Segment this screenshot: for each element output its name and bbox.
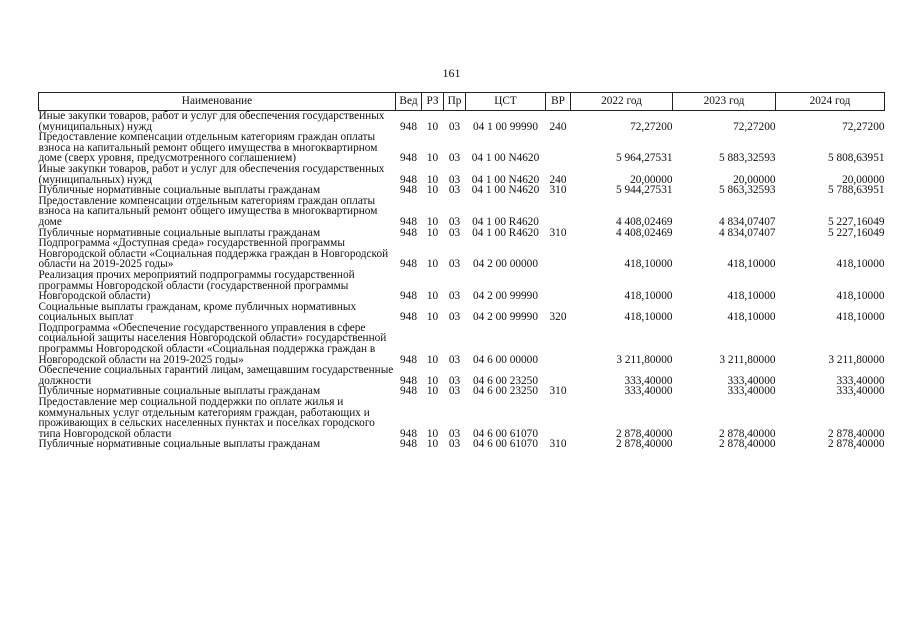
row-amount-2024: 2 878,40000 (828, 438, 885, 451)
row-vr: 240 (549, 120, 567, 133)
row-amount-2022: 4 408,02469 (616, 226, 673, 239)
row-ved: 948 (400, 311, 417, 324)
row-amount-2024: 333,40000 (836, 385, 885, 398)
row-amount-2023: 72,27200 (733, 120, 776, 133)
row-ved: 948 (400, 374, 417, 387)
row-cst: 04 1 00 R4620 (472, 226, 539, 239)
row-amount-2023: 20,00000 (733, 173, 776, 186)
row-name: Предоставление компенсации отдельным категориям граждан оплаты взноса на капитальный ремонт общего имущества в многоквартирном доме (сверх уровня, предусмотренного соглашением) (38, 131, 378, 165)
column-header-2023: 2023 год (673, 93, 776, 111)
row-rz: 10 (426, 152, 439, 165)
row-pr: 03 (448, 226, 461, 239)
row-amount-2022: 333,40000 (624, 374, 673, 387)
row-ved: 948 (400, 438, 417, 451)
row-name: Социальные выплаты гражданам, кроме публичных нормативных социальных выплат (38, 300, 357, 324)
row-pr: 03 (448, 427, 461, 440)
table-row (39, 238, 885, 270)
row-vr: 310 (549, 226, 567, 239)
page-number: 161 (442, 66, 461, 80)
row-vr: 310 (549, 184, 567, 197)
table-row (39, 132, 885, 164)
row-ved: 948 (400, 290, 417, 303)
row-amount-2023: 333,40000 (727, 374, 776, 387)
row-pr: 03 (448, 173, 461, 186)
row-amount-2024: 20,00000 (842, 173, 885, 186)
row-vr (546, 365, 571, 386)
table-row (39, 164, 885, 185)
row-cst: 04 1 00 R4620 (472, 215, 539, 228)
row-cst: 04 6 00 23250 (473, 385, 538, 398)
column-header-2024: 2024 год (776, 93, 885, 111)
row-amount-2024: 333,40000 (836, 374, 885, 387)
row-cst: 04 2 00 99990 (473, 311, 538, 324)
column-header-pr: Пр (444, 93, 466, 111)
table-row (39, 439, 885, 450)
row-name: Обеспечение социальных гарантий лицам, замещавшим государственные должности (38, 364, 394, 387)
row-rz: 10 (426, 184, 439, 197)
row-cst: 04 1 00 N4620 (471, 184, 540, 197)
row-vr (546, 270, 571, 302)
row-vr (546, 397, 571, 439)
row-cst: 04 2 00 00000 (473, 258, 538, 271)
row-amount-2023: 418,10000 (727, 290, 776, 303)
row-amount-2024: 5 227,16049 (828, 226, 885, 239)
row-name: Публичные нормативные социальные выплаты гражданам (38, 226, 321, 239)
row-name: Иные закупки товаров, работ и услуг для обеспечения государственных (муниципальных) нужд (38, 162, 385, 186)
row-rz: 10 (426, 374, 439, 387)
row-ved: 948 (400, 385, 417, 398)
row-pr: 03 (448, 438, 461, 451)
row-ved: 948 (400, 353, 417, 366)
row-amount-2024: 72,27200 (842, 120, 885, 133)
row-amount-2022: 3 211,80000 (616, 353, 673, 366)
row-ved: 948 (400, 215, 417, 228)
row-cst: 04 6 00 23250 (473, 374, 538, 387)
row-amount-2022: 72,27200 (630, 120, 673, 133)
table-row (39, 196, 885, 228)
row-cst: 04 1 00 N4620 (471, 173, 540, 186)
row-ved: 948 (400, 184, 417, 197)
row-amount-2024: 5 788,63951 (828, 184, 885, 197)
row-amount-2024: 5 808,63951 (828, 152, 885, 165)
row-amount-2024: 5 227,16049 (828, 215, 885, 228)
row-name: Иные закупки товаров, работ и услуг для обеспечения государственных (муниципальных) нужд (38, 110, 385, 133)
row-name: Публичные нормативные социальные выплаты гражданам (38, 184, 321, 197)
row-amount-2022: 418,10000 (624, 258, 673, 271)
row-amount-2024: 418,10000 (836, 311, 885, 324)
row-amount-2023: 3 211,80000 (719, 353, 776, 366)
row-rz: 10 (426, 173, 439, 186)
row-cst: 04 6 00 61070 (473, 427, 538, 440)
table-row (39, 270, 885, 302)
row-ved: 948 (400, 152, 417, 165)
row-name: Публичные нормативные социальные выплаты гражданам (38, 438, 321, 451)
row-name: Публичные нормативные социальные выплаты гражданам (38, 385, 321, 398)
row-pr: 03 (448, 152, 461, 165)
row-cst: 04 2 00 99990 (473, 290, 538, 303)
row-ved: 948 (400, 173, 417, 186)
column-header-2022: 2022 год (571, 93, 673, 111)
budget-table (38, 92, 885, 450)
row-name: Предоставление мер социальной поддержки по оплате жилья и коммунальных услуг отдельным категориям граждан, работающих и проживающих в сельских населенных пунктах и поселках городского типа Новгородской области (38, 396, 375, 440)
row-pr: 03 (448, 290, 461, 303)
row-ved: 948 (400, 120, 417, 133)
row-vr: 240 (549, 173, 567, 186)
row-pr: 03 (448, 385, 461, 398)
row-vr (546, 238, 571, 270)
table-row (39, 111, 885, 133)
row-pr: 03 (448, 215, 461, 228)
column-header-vr: ВР (546, 93, 571, 111)
row-cst: 04 1 00 N4620 (471, 152, 540, 165)
row-amount-2024: 418,10000 (836, 258, 885, 271)
row-name: Подпрограмма «Обеспечение государственного управления в сфере социальной защиты населения Новгородской области» государственной программы Новгородской области «Социальная поддержка граждан в Новгородской области на 2019-2025 годы» (38, 321, 387, 366)
row-pr: 03 (448, 353, 461, 366)
row-rz: 10 (426, 438, 439, 451)
row-amount-2023: 5 883,32593 (719, 152, 776, 165)
table-row (39, 365, 885, 386)
row-rz: 10 (426, 311, 439, 324)
table-row (39, 302, 885, 323)
table-row (39, 323, 885, 365)
row-pr: 03 (448, 184, 461, 197)
row-vr: 310 (549, 438, 567, 451)
row-amount-2022: 333,40000 (624, 385, 673, 398)
row-name: Предоставление компенсации отдельным категориям граждан оплаты взноса на капитальный ремонт общего имущества в многоквартирном доме (38, 194, 378, 228)
row-amount-2022: 5 964,27531 (616, 152, 673, 165)
row-rz: 10 (426, 290, 439, 303)
row-amount-2023: 4 834,07407 (719, 215, 776, 228)
row-rz: 10 (426, 385, 439, 398)
row-amount-2022: 5 944,27531 (616, 184, 673, 197)
row-amount-2023: 333,40000 (727, 385, 776, 398)
row-vr (546, 132, 571, 164)
row-vr: 310 (549, 385, 567, 398)
row-cst: 04 6 00 61070 (473, 438, 538, 451)
column-header-cst: ЦСТ (466, 93, 546, 111)
row-amount-2022: 4 408,02469 (616, 215, 673, 228)
column-header-rz: РЗ (422, 93, 444, 111)
row-rz: 10 (426, 427, 439, 440)
table-header-row (39, 93, 885, 111)
row-pr: 03 (448, 120, 461, 133)
row-amount-2024: 3 211,80000 (828, 353, 885, 366)
row-vr: 320 (549, 311, 567, 324)
column-header-ved: Вед (396, 93, 422, 111)
row-vr (546, 323, 571, 365)
row-amount-2022: 418,10000 (624, 311, 673, 324)
row-pr: 03 (448, 311, 461, 324)
row-name: Подпрограмма «Доступная среда» государственной программы Новгородской области «Социальная поддержка граждан в Новгородской области на 2019-2025 годы» (38, 237, 389, 271)
row-ved: 948 (400, 427, 417, 440)
row-name: Реализация прочих мероприятий подпрограммы государственной программы Новгородской области (государственной программы Новгородской области) (38, 268, 355, 303)
row-pr: 03 (448, 258, 461, 271)
row-amount-2024: 418,10000 (836, 290, 885, 303)
row-ved: 948 (400, 226, 417, 239)
row-amount-2022: 418,10000 (624, 290, 673, 303)
row-ved: 948 (400, 258, 417, 271)
row-rz: 10 (426, 215, 439, 228)
row-cst: 04 6 00 00000 (473, 353, 538, 366)
row-amount-2023: 5 863,32593 (719, 184, 776, 197)
row-amount-2024: 2 878,40000 (828, 427, 885, 440)
row-rz: 10 (426, 226, 439, 239)
row-amount-2023: 2 878,40000 (719, 427, 776, 440)
row-amount-2022: 2 878,40000 (616, 438, 673, 451)
row-amount-2023: 418,10000 (727, 311, 776, 324)
row-vr (546, 196, 571, 228)
row-amount-2022: 2 878,40000 (616, 427, 673, 440)
row-rz: 10 (426, 258, 439, 271)
row-pr: 03 (448, 374, 461, 387)
row-amount-2023: 4 834,07407 (719, 226, 776, 239)
row-rz: 10 (426, 120, 439, 133)
row-amount-2023: 418,10000 (727, 258, 776, 271)
row-rz: 10 (426, 353, 439, 366)
column-header-name: Наименование (39, 93, 396, 111)
row-amount-2022: 20,00000 (630, 173, 673, 186)
table-row (39, 397, 885, 439)
row-amount-2023: 2 878,40000 (719, 438, 776, 451)
row-cst: 04 1 00 99990 (473, 120, 538, 133)
